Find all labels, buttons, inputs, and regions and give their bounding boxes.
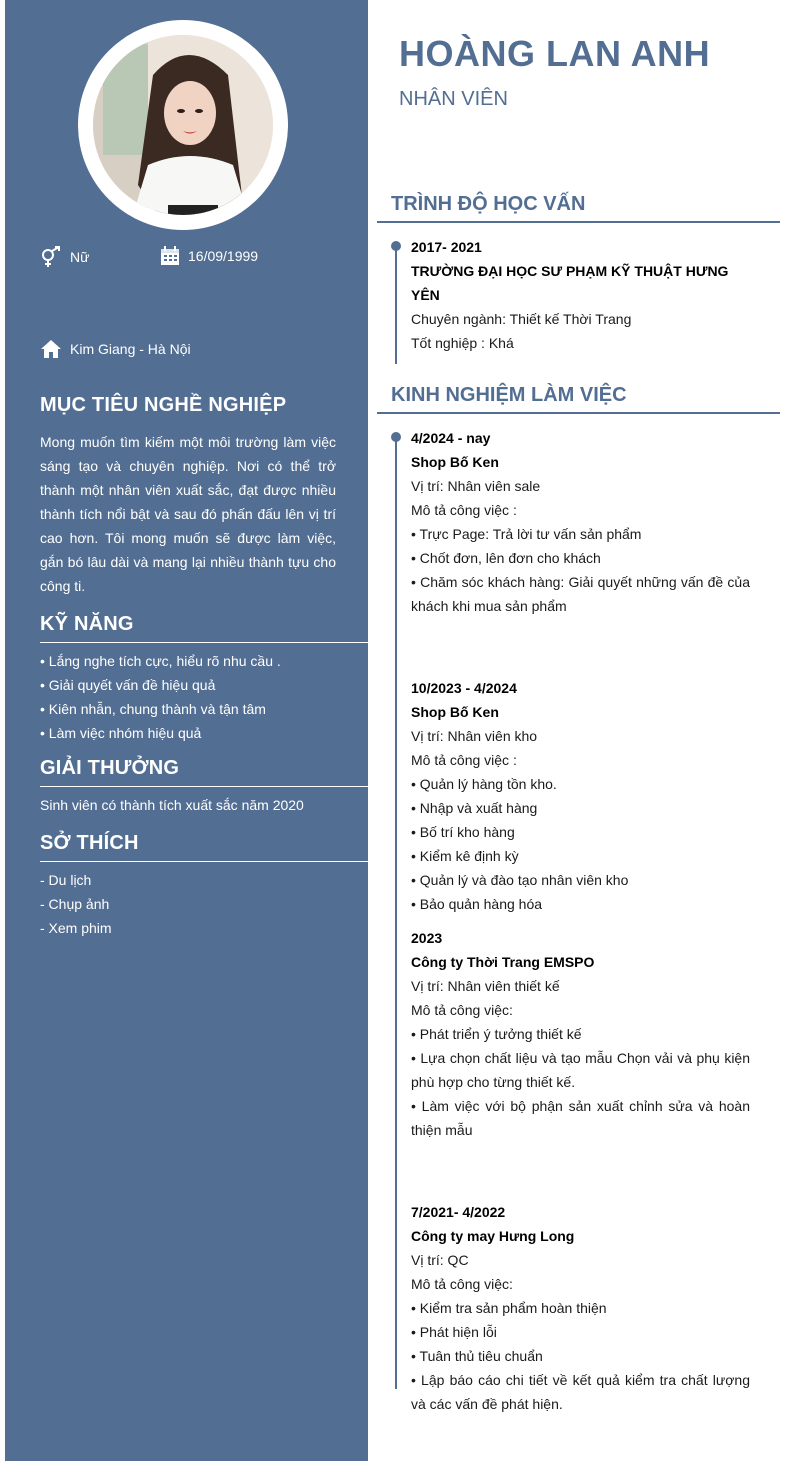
skills-heading: KỸ NĂNG bbox=[40, 613, 134, 635]
job-company: Shop Bố Ken bbox=[411, 704, 499, 720]
job-position: Vị trí: QC bbox=[411, 1252, 469, 1268]
skill-item: • Làm việc nhóm hiệu quả bbox=[40, 725, 202, 741]
job-company: Shop Bố Ken bbox=[411, 454, 499, 470]
avatar bbox=[93, 35, 273, 215]
education-timeline bbox=[395, 246, 397, 364]
hobbies-divider bbox=[40, 861, 368, 862]
skill-item: • Lắng nghe tích cực, hiểu rõ nhu cầu . bbox=[40, 653, 281, 669]
job-entry bbox=[411, 926, 750, 1142]
job-desc-label: Mô tả công việc : bbox=[411, 752, 517, 768]
address-row bbox=[40, 339, 191, 359]
job-entry bbox=[411, 1200, 750, 1416]
objective-text: Mong muốn tìm kiếm một môi trường làm việc sáng tạo và chuyên nghiệp. Nơi có thể trở thành một nhân viên xuất sắc, đạt được nhiều thành tích nổi bật và sau đó phấn đấu lên vị trí cao hơn. Tôi mong muốn sẽ được làm việc, gắn bó lâu dài và mang lại nhiều thành tựu cho công ti. bbox=[40, 434, 336, 594]
awards-divider bbox=[40, 786, 368, 787]
birthdate-row bbox=[160, 246, 258, 266]
home-icon bbox=[40, 339, 62, 359]
experience-heading: KINH NGHIỆM LÀM VIỆC bbox=[391, 384, 627, 406]
objective-heading: MỤC TIÊU NGHỀ NGHIỆP bbox=[40, 394, 287, 416]
job-task: • Chăm sóc khách hàng: Giải quyết những vấn đề của khách khi mua sản phẩm bbox=[411, 574, 750, 614]
calendar-icon bbox=[160, 246, 180, 266]
timeline-dot bbox=[391, 241, 401, 251]
candidate-role: NHÂN VIÊN bbox=[399, 88, 508, 110]
job-task: • Phát triển ý tưởng thiết kế bbox=[411, 1026, 582, 1042]
education-period: 2017- 2021 bbox=[411, 239, 482, 255]
job-period: 7/2021- 4/2022 bbox=[411, 1204, 506, 1220]
job-task: • Kiểm kê định kỳ bbox=[411, 848, 519, 864]
job-entry bbox=[411, 676, 750, 916]
job-period: 10/2023 - 4/2024 bbox=[411, 680, 517, 696]
job-task: • Lập báo cáo chi tiết về kết quả kiểm tra chất lượng và các vấn đề phát hiện. bbox=[411, 1372, 750, 1412]
skill-item: • Giải quyết vấn đề hiệu quả bbox=[40, 677, 216, 693]
job-company: Công ty Thời Trang EMSPO bbox=[411, 954, 595, 970]
experience-timeline bbox=[395, 437, 397, 1389]
education-grade: Tốt nghiệp : Khá bbox=[411, 335, 514, 351]
awards-text: Sinh viên có thành tích xuất sắc năm 2020 bbox=[40, 797, 304, 813]
hobby-item: - Chụp ảnh bbox=[40, 896, 110, 912]
job-entry bbox=[411, 426, 750, 618]
job-desc-label: Mô tả công việc: bbox=[411, 1002, 513, 1018]
address-value: Kim Giang - Hà Nội bbox=[70, 341, 191, 357]
job-task: • Phát hiện lỗi bbox=[411, 1324, 497, 1340]
job-company: Công ty may Hưng Long bbox=[411, 1228, 575, 1244]
gender-value: Nữ bbox=[70, 249, 90, 265]
job-period: 2023 bbox=[411, 930, 443, 946]
job-task: • Quản lý và đào tạo nhân viên kho bbox=[411, 872, 629, 888]
birthdate-value: 16/09/1999 bbox=[188, 248, 259, 264]
job-position: Vị trí: Nhân viên thiết kế bbox=[411, 978, 560, 994]
skills-divider bbox=[40, 642, 368, 643]
job-task: • Kiểm tra sản phẩm hoàn thiện bbox=[411, 1300, 607, 1316]
gender-row bbox=[40, 246, 89, 268]
hobbies-list bbox=[40, 868, 112, 940]
gender-icon bbox=[40, 246, 62, 268]
job-desc-label: Mô tả công việc: bbox=[411, 1276, 513, 1292]
hobby-item: - Xem phim bbox=[40, 920, 112, 936]
skills-list bbox=[40, 649, 281, 745]
hobbies-heading: SỞ THÍCH bbox=[40, 832, 139, 854]
education-divider bbox=[377, 221, 780, 223]
job-task: • Làm việc với bộ phận sản xuất chỉnh sửa và hoàn thiện mẫu bbox=[411, 1098, 750, 1138]
avatar-frame bbox=[78, 20, 288, 230]
candidate-name: HOÀNG LAN ANH bbox=[399, 33, 711, 74]
job-task: • Lựa chọn chất liệu và tạo mẫu Chọn vải và phụ kiện phù hợp cho từng thiết kế. bbox=[411, 1050, 750, 1090]
education-major: Chuyên ngành: Thiết kế Thời Trang bbox=[411, 311, 632, 327]
sidebar bbox=[5, 0, 368, 1461]
education-heading: TRÌNH ĐỘ HỌC VẤN bbox=[391, 193, 586, 215]
job-desc-label: Mô tả công việc : bbox=[411, 502, 517, 518]
hobby-item: - Du lịch bbox=[40, 872, 92, 888]
job-position: Vị trí: Nhân viên kho bbox=[411, 728, 538, 744]
job-task: • Tuân thủ tiêu chuẩn bbox=[411, 1348, 543, 1364]
skill-item: • Kiên nhẫn, chung thành và tận tâm bbox=[40, 701, 266, 717]
awards-heading: GIẢI THƯỞNG bbox=[40, 757, 180, 779]
avatar-portrait bbox=[93, 35, 273, 215]
experience-divider bbox=[377, 412, 780, 414]
job-position: Vị trí: Nhân viên sale bbox=[411, 478, 541, 494]
education-school: TRƯỜNG ĐẠI HỌC SƯ PHẠM KỸ THUẬT HƯNG YÊN bbox=[411, 263, 729, 303]
timeline-dot bbox=[391, 432, 401, 442]
job-task: • Nhập và xuất hàng bbox=[411, 800, 538, 816]
job-task: • Bố trí kho hàng bbox=[411, 824, 515, 840]
job-period: 4/2024 - nay bbox=[411, 430, 491, 446]
job-task: • Chốt đơn, lên đơn cho khách bbox=[411, 550, 601, 566]
job-task: • Quản lý hàng tồn kho. bbox=[411, 776, 557, 792]
job-task: • Bảo quản hàng hóa bbox=[411, 896, 543, 912]
education-entry bbox=[411, 235, 750, 355]
job-task: • Trực Page: Trả lời tư vấn sản phẩm bbox=[411, 526, 642, 542]
